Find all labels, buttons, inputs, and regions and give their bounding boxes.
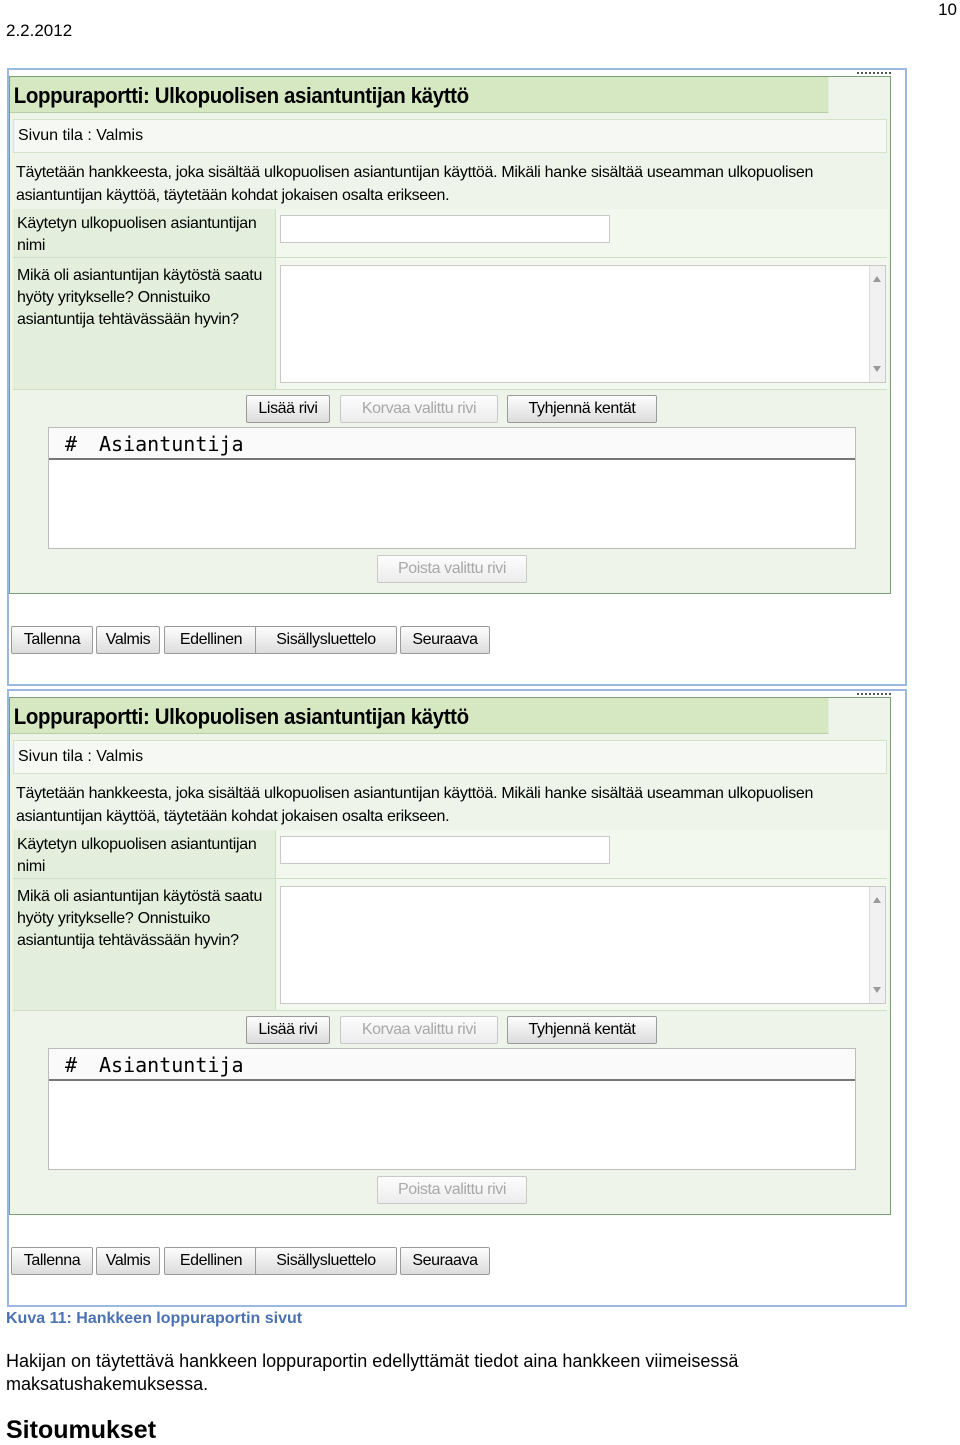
expert-name-label: Käytetyn ulkopuolisen asiantuntijan nimi	[17, 836, 257, 875]
add-row-button[interactable]: Lisää rivi	[246, 1016, 330, 1044]
scroll-up-icon[interactable]	[873, 897, 881, 903]
list-header-expert: Asiantuntija	[99, 1053, 244, 1077]
next-button[interactable]: Seuraava	[400, 626, 490, 654]
save-button[interactable]: Tallenna	[11, 1247, 93, 1275]
expert-list[interactable]	[48, 427, 856, 549]
textarea-scrollbar[interactable]	[869, 266, 885, 382]
form-screenshot-2	[7, 689, 907, 1307]
form-instructions: Täytetään hankkeesta, joka sisältää ulkopuolisen asiantuntijan käyttöä. Mikäli hanke sisältää useamman ulkopuolisen asiantuntijan käyttöä, täytetään kohdat jokaisen osalta erikseen.	[16, 785, 814, 825]
row-divider	[13, 878, 887, 879]
form-screenshot-1	[7, 68, 907, 686]
scroll-down-icon[interactable]	[873, 366, 881, 372]
textarea-scrollbar[interactable]	[869, 887, 885, 1003]
save-button[interactable]: Tallenna	[11, 626, 93, 654]
toc-button[interactable]: Sisällysluettelo	[255, 1247, 397, 1275]
list-header-hash: #	[65, 432, 78, 456]
list-header-hash: #	[65, 1053, 78, 1077]
row-divider	[13, 257, 887, 258]
page-status: Sivun tila : Valmis	[13, 119, 887, 153]
expert-name-input[interactable]	[280, 215, 610, 243]
list-header	[49, 428, 855, 460]
benefit-textarea[interactable]	[280, 886, 886, 1004]
delete-row-button[interactable]: Poista valittu rivi	[377, 555, 527, 583]
toc-button[interactable]: Sisällysluettelo	[255, 626, 397, 654]
page-number: 10	[938, 0, 957, 19]
previous-button[interactable]: Edellinen	[164, 626, 258, 654]
list-header	[49, 1049, 855, 1081]
report-form	[9, 697, 891, 1215]
previous-button[interactable]: Edellinen	[164, 1247, 258, 1275]
expert-list[interactable]	[48, 1048, 856, 1170]
clear-fields-button[interactable]: Tyhjennä kentät	[507, 1016, 657, 1044]
section-heading: Sitoumukset	[6, 1416, 157, 1444]
scroll-down-icon[interactable]	[873, 987, 881, 993]
report-form	[9, 76, 891, 594]
delete-row-button[interactable]: Poista valittu rivi	[377, 1176, 527, 1204]
ready-button[interactable]: Valmis	[96, 626, 160, 654]
replace-row-button[interactable]: Korvaa valittu rivi	[340, 395, 498, 423]
add-row-button[interactable]: Lisää rivi	[246, 395, 330, 423]
list-header-expert: Asiantuntija	[99, 432, 244, 456]
page-status: Sivun tila : Valmis	[13, 740, 887, 774]
row-divider	[13, 389, 887, 390]
benefit-textarea[interactable]	[280, 265, 886, 383]
expert-name-label: Käytetyn ulkopuolisen asiantuntijan nimi	[17, 215, 257, 254]
form-instructions: Täytetään hankkeesta, joka sisältää ulkopuolisen asiantuntijan käyttöä. Mikäli hanke sisältää useamman ulkopuolisen asiantuntijan käyttöä, täytetään kohdat jokaisen osalta erikseen.	[16, 164, 814, 204]
benefit-label: Mikä oli asiantuntijan käytöstä saatu hyöty yritykselle? Onnistuiko asiantuntija tehtävässään hyvin?	[17, 888, 263, 949]
scroll-up-icon[interactable]	[873, 276, 881, 282]
benefit-label: Mikä oli asiantuntijan käytöstä saatu hyöty yritykselle? Onnistuiko asiantuntija tehtävässään hyvin?	[17, 267, 263, 328]
expert-name-input[interactable]	[280, 836, 610, 864]
page-date: 2.2.2012	[6, 21, 73, 40]
figure-caption: Kuva 11: Hankkeen loppuraportin sivut	[6, 1310, 303, 1327]
next-button[interactable]: Seuraava	[400, 1247, 490, 1275]
form-title: Loppuraportti: Ulkopuolisen asiantuntijan käyttö	[10, 698, 828, 734]
cropped-link	[857, 685, 891, 695]
ready-button[interactable]: Valmis	[96, 1247, 160, 1275]
form-title: Loppuraportti: Ulkopuolisen asiantuntijan käyttö	[10, 77, 828, 113]
cropped-link	[857, 64, 891, 74]
clear-fields-button[interactable]: Tyhjennä kentät	[507, 395, 657, 423]
body-paragraph: Hakijan on täytettävä hankkeen loppuraportin edellyttämät tiedot aina hankkeen viimeisessä maksatushakemuksessa.	[6, 1351, 739, 1394]
replace-row-button[interactable]: Korvaa valittu rivi	[340, 1016, 498, 1044]
row-divider	[13, 1010, 887, 1011]
